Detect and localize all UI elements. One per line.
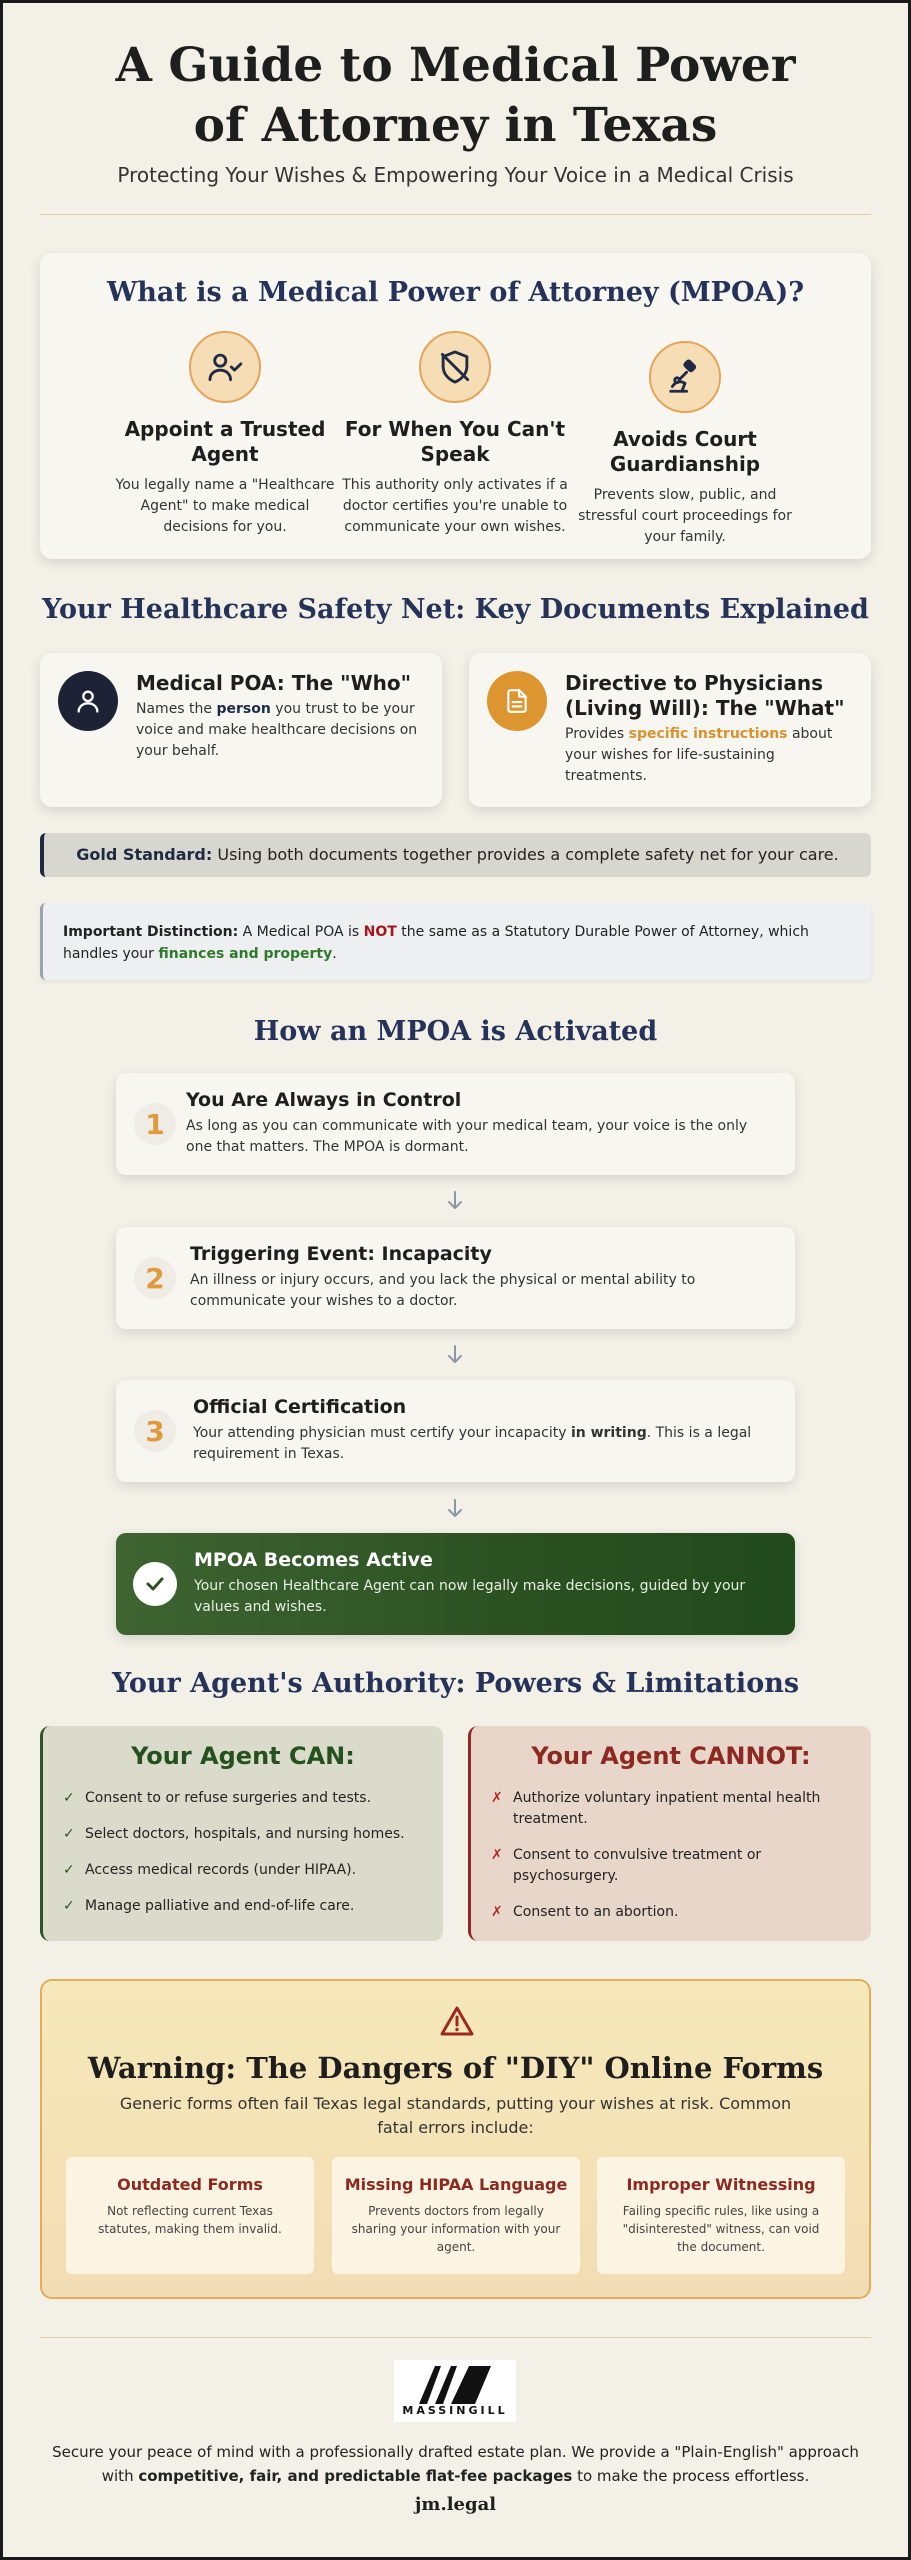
agent-can-title: Your Agent CAN: — [131, 1742, 355, 1770]
step-2 — [116, 1227, 795, 1329]
user-icon — [58, 671, 118, 731]
check-icon: ✓ — [63, 1862, 75, 1878]
agent-cannot-card — [468, 1726, 871, 1941]
list-item: ✓ Manage palliative and end-of-life care. — [63, 1896, 419, 1917]
list-item: ✗ Consent to convulsive treatment or psychosurgery. — [491, 1847, 762, 1884]
warning-subtitle: Generic forms often fail Texas legal standards, putting your wishes at risk. Common fatal errors include: — [119, 2094, 792, 2137]
doc-card-poa — [40, 653, 442, 807]
agent-can-list — [63, 1788, 419, 1932]
warning-box-desc: Prevents doctors from legally sharing your information with your agent. — [351, 2204, 561, 2254]
step-number: 3 — [134, 1410, 176, 1452]
doc-title: Medical POA: The "Who" — [136, 671, 412, 695]
cross-icon: ✗ — [491, 1847, 503, 1863]
warning-box-desc: Not reflecting current Texas statutes, making them invalid. — [98, 2204, 282, 2236]
warning-box-hipaa — [332, 2157, 580, 2274]
list-item: ✓ Access medical records (under HIPAA). — [63, 1860, 419, 1881]
feature-desc: Prevents slow, public, and stressful court proceedings for your family. — [578, 487, 792, 545]
step-desc: Your attending physician must certify your incapacity in writing. This is a legal requirement in Texas. — [193, 1425, 752, 1462]
agent-cannot-title: Your Agent CANNOT: — [531, 1742, 811, 1770]
feature-title: Avoids Court Guardianship — [609, 427, 761, 476]
warning-title: Warning: The Dangers of "DIY" Online Forms — [87, 2051, 824, 2085]
warning-box-title: Outdated Forms — [117, 2175, 263, 2194]
warning-box-outdated — [66, 2157, 314, 2274]
step-number: 2 — [134, 1257, 176, 1299]
doc-card-directive — [469, 653, 871, 807]
mpoa-card — [40, 253, 871, 559]
divider — [40, 2337, 871, 2338]
list-item: ✓ Select doctors, hospitals, and nursing homes. — [63, 1824, 419, 1845]
warning-card — [40, 1979, 871, 2299]
footer-site-link[interactable]: jm.legal — [414, 2494, 497, 2515]
arrow-down-icon — [446, 1344, 464, 1366]
check-icon: ✓ — [63, 1826, 75, 1842]
check-icon: ✓ — [63, 1898, 75, 1914]
check-icon: ✓ — [63, 1790, 75, 1806]
step-title: You Are Always in Control — [186, 1089, 462, 1111]
feature-desc: This authority only activates if a doctor certifies you're unable to communicate your own wishes. — [342, 477, 568, 535]
step-title: MPOA Becomes Active — [194, 1549, 433, 1571]
feature-appoint-agent — [100, 331, 350, 538]
document-icon — [487, 671, 547, 731]
warning-box-title: Missing HIPAA Language — [344, 2175, 568, 2194]
list-item: ✗ Authorize voluntary inpatient mental health treatment. — [491, 1790, 821, 1827]
gold-standard-banner: Gold Standard: Using both documents together provides a complete safety net for your care. — [40, 833, 871, 877]
step-desc: An illness or injury occurs, and you lack the physical or mental ability to communicate your wishes to a doctor. — [190, 1272, 696, 1309]
check-icon — [133, 1562, 177, 1606]
shield-off-icon — [419, 331, 491, 403]
step-desc: Your chosen Healthcare Agent can now legally make decisions, guided by your values and wishes. — [194, 1578, 746, 1615]
doc-desc: Names the person you trust to be your voice and make healthcare decisions on your behalf. — [136, 701, 418, 759]
feature-avoid-guardianship — [560, 341, 810, 548]
massingill-logo — [394, 2360, 516, 2422]
step-active — [116, 1533, 795, 1635]
logo-mark — [413, 2364, 497, 2404]
doc-title: Directive to Physicians (Living Will): The "What" — [565, 671, 845, 720]
warning-icon — [439, 2005, 475, 2037]
divider — [40, 214, 871, 215]
warning-box-witnessing — [597, 2157, 845, 2274]
step-1 — [116, 1073, 795, 1175]
list-item: ✓ Consent to or refuse surgeries and tests. — [63, 1788, 419, 1809]
doc-desc: Provides specific instructions about your wishes for life-sustaining treatments. — [565, 726, 833, 784]
agent-can-card — [40, 1726, 443, 1941]
step-desc: As long as you can communicate with your medical team, your voice is the only one that matters. The MPOA is dormant. — [186, 1118, 748, 1155]
arrow-down-icon — [446, 1190, 464, 1212]
arrow-down-icon — [446, 1498, 464, 1520]
feature-desc: You legally name a "Healthcare Agent" to make medical decisions for you. — [115, 477, 335, 535]
cross-icon: ✗ — [491, 1790, 503, 1806]
step-3 — [116, 1380, 795, 1482]
feature-cant-speak — [330, 331, 580, 538]
distinction-note: Important Distinction: A Medical POA is NOT the same as a Statutory Durable Power of Attorney, which handles your finances and property. — [40, 903, 871, 980]
logo-text: MASSINGILL — [402, 2404, 508, 2417]
page-title: A Guide to Medical Power of Attorney in Texas — [115, 38, 796, 153]
activation-title: How an MPOA is Activated — [253, 1016, 658, 1047]
authority-title: Your Agent's Authority: Powers & Limitations — [111, 1668, 800, 1699]
step-title: Official Certification — [193, 1396, 407, 1418]
step-number: 1 — [134, 1103, 176, 1145]
page-subtitle: Protecting Your Wishes & Empowering Your Voice in a Medical Crisis — [117, 163, 794, 187]
mpoa-title: What is a Medical Power of Attorney (MPOA)? — [106, 277, 805, 308]
warning-box-desc: Failing specific rules, like using a "disinterested" witness, can void the document. — [622, 2204, 820, 2254]
footer-text: Secure your peace of mind with a professionally drafted estate plan. We provide a "Plain-English" approach with competitive, fair, and predictable flat-fee packages to make the process effortless. — [52, 2443, 859, 2485]
warning-box-title: Improper Witnessing — [626, 2175, 816, 2194]
gavel-icon — [649, 341, 721, 413]
list-item: ✗ Consent to an abortion. — [491, 1902, 847, 1923]
user-check-icon — [189, 331, 261, 403]
documents-title: Your Healthcare Safety Net: Key Documents Explained — [42, 594, 869, 625]
step-title: Triggering Event: Incapacity — [190, 1243, 492, 1265]
cross-icon: ✗ — [491, 1904, 503, 1920]
feature-title: For When You Can't Speak — [344, 417, 566, 466]
feature-title: Appoint a Trusted Agent — [124, 417, 326, 466]
agent-cannot-list — [491, 1788, 847, 1938]
